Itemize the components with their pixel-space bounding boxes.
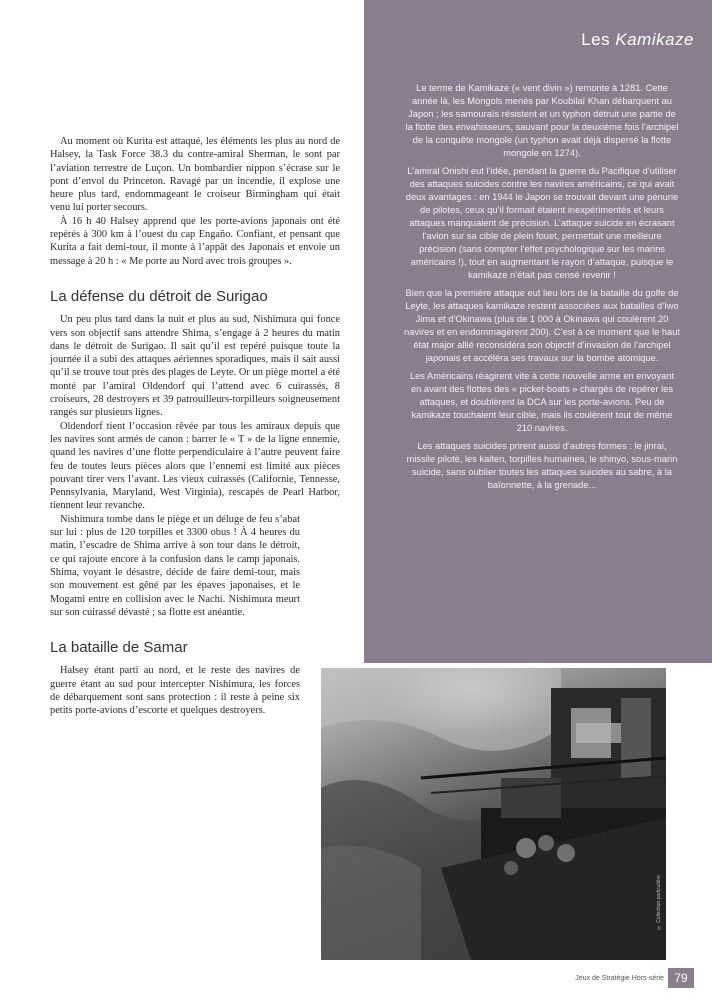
main-column: [50, 135, 340, 718]
sidebar-body: [404, 82, 680, 497]
body-paragraph: Un peu plus tard dans la nuit et plus au sud, Nishimura qui fonce vers son objectif sans attendre Shima, s’engage à 2 heures du matin dans le détroit de Surigao. Il sait qu’il est repéré puisque toute la journée il a subi des attaques aériennes sporadiques, mais il sait aussi qu’il se trouve tout près des plages de Leyte. Or un piège mortel a été monté par l’amiral Oldendorf qui l’attend avec 6 cuirassés, 8 croiseurs, 28 destroyers et 39 patrouilleurs-torpilleurs soigneusement rangés sur plusieurs lignes.: [50, 314, 340, 419]
section-heading-surigao: La défense du détroit de Surigao: [50, 287, 268, 305]
sidebar-paragraph: Bien que la première attaque eut lieu lors de la bataille du golfe de Leyte, les attaques kamikaze restent associées aux batailles d’Iwo Jima et d’Okinawa (plus de 1 000 à Okinawa qui coulèrent 20 navires et en endommagèrent 200). C’est à ce moment que le haut état major allié reconsidéra son objectif d’invasion de l’archipel japonais et accéléra ses travaux sur la bombe atomique.: [404, 288, 680, 363]
sidebar-title: Les Kamikaze: [581, 30, 694, 49]
sidebar-box: [364, 0, 712, 663]
body-paragraph: À 16 h 40 Halsey apprend que les porte-avions japonais ont été repérés à 300 km à l’ouest du cap Engaño. Confiant, et pensant que Kurita a fait demi-tour, il monte à l’appât des Japonais et envoie un message à 20 h : « Me porte au Nord avec trois groupes ».: [50, 215, 340, 267]
sidebar-paragraph: L’amiral Onishi eut l’idée, pendant la guerre du Pacifique d’utiliser des attaques suicides contre les navires américains, ce qui avait deux avantages : en 1944 le Japon se trouvait devant une pénurie de pilotes, ceux qu’il formait étaient inexpérimentés et leurs attaques manquaient de précision. L’attaque suicide en écrasant l’avion sur sa cible de plein fouet, permettait une meilleure précision (sans compter l’effet psychologique sur les marins américains !), tout en augmentant le rayon d’attaque, puisque le kamikaze n’était pas censé revenir !: [405, 166, 679, 280]
sidebar-paragraph: Les attaques suicides prirent aussi d’autres formes : le jinrai, missile piloté, les kaiten, torpilles humaines, le shinyo, sous-marin suicide, sans oublier toutes les attaques suicides au sabre, à la baïonnette, à la grenade...: [406, 441, 678, 490]
body-paragraph: Halsey étant parti au nord, et le reste des navires de guerre étant au sud pour intercepter Nishimura, les forces de débarquement sont sans protection : il reste à peine six petits porte-avions d’escorte et quelques destroyers.: [50, 665, 300, 717]
photo-illustration: [321, 668, 666, 960]
sidebar-paragraph: Le terme de Kamikaze (« vent divin ») remonte à 1281. Cette année là, les Mongols menés par Koubilaï Khan débarquent au Japon ; les samouraïs résistent et un typhon détruit une partie de la flotte des envahisseurs, sauvant pour la deuxième fois l’archipel de la conquête mongole (un typhon avait déjà dispersé la flotte mongole en 1274).: [405, 83, 679, 158]
body-paragraph: Au moment où Kurita est attaqué, les éléments les plus au nord de Halsey, la Task Force 38.3 du contre-amiral Sherman, le sont par l’aviation terrestre de Luçon. Un bombardier nippon s’écrase sur le pont d’envol du Princeton. Ravagé par un incendie, il explose une heure plus tard, endommageant le croiseur Birmingham qui était venu lui porter secours.: [50, 136, 340, 214]
photo-credit: © Collection particulière: [656, 874, 662, 930]
body-paragraph: Nishimura tombe dans le piège et un déluge de feu s’abat sur lui : plus de 120 torpilles et 3300 obus ! À 4 heures du matin, l’escadre de Shima arrive à son tour dans le détroit, ce qui rajoute encore à la confusion dans le camp japonais. Shima, voyant le désastre, décide de faire demi-tour, mais son mouvement est gêné par les épaves japonaises, et le Mogami entre en collision avec le Nachi. Nishimura meurt sur son cuirassé dévasté ; sa flotte est anéantie.: [50, 513, 300, 618]
section-heading-samar: La bataille de Samar: [50, 639, 188, 657]
sidebar-paragraph: Les Américains réagirent vite à cette nouvelle arme en envoyant en avant des flottes des « picket-boats » chargés de repérer les attaques, et doublèrent la DCA sur les porte-avions. Peu de kamikaze touchaient leur cible, mais ils coulèrent tout de même 210 navires.: [409, 371, 675, 433]
body-paragraph: Oldendorf tient l’occasion rêvée par tous les amiraux depuis que les navires sont armés de canon : barrer le « T » de la ligne ennemie, quand les navires d’une flotte perpendiculaire à l’autre peuvent faire feu de toutes leurs pièces alors que l’ennemi est limité aux pièces pouvant tirer vers l’avant. Les vieux cuirassés (Californie, Tennesse, Pennsylvania, Maryland, West Virginia), rescapés de Pearl Harbor, tiennent leur revanche.: [50, 420, 340, 512]
page-number: 79: [668, 968, 694, 988]
footer-publication: Jeux de Stratégie Hors-série: [575, 975, 664, 982]
ship-deck-photo: [321, 668, 666, 960]
sidebar-title-em: Kamikaze: [615, 30, 694, 49]
